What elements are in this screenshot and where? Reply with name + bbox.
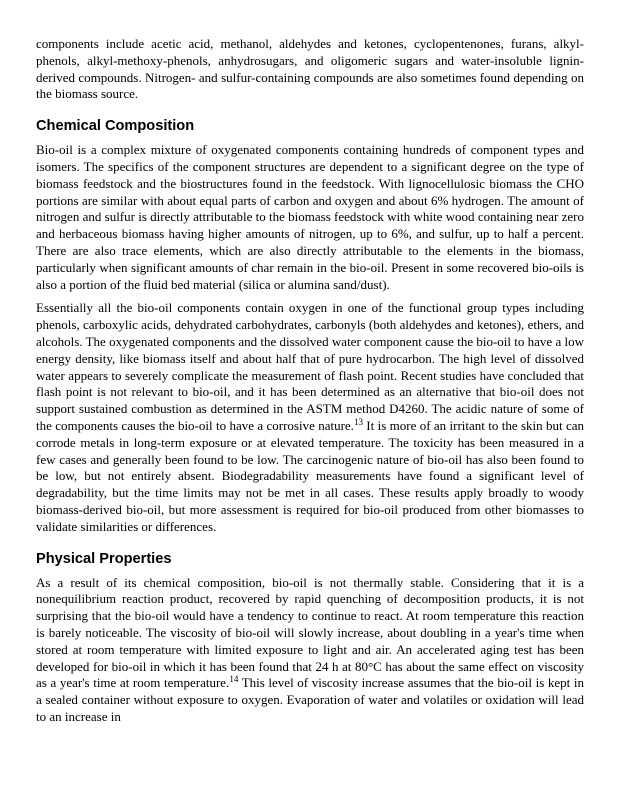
- physical-paragraph-1-text-a: As a result of its chemical composition, bio-oil is not thermally stable. Considering that it is a nonequilibrium reaction product, recovered by rapid quenching of decomposition products, it is not surprising that the bio-oil would have a tendency to continue to react. At room temperature this reaction is barely noticeable. The viscosity of bio-oil will slowly increase, about doubling in a year's time when stored at room temperature with limited exposure to light and air. An accelerated aging test has been developed for bio-oil in which it has been found that 24 h at 80°C has about the same effect on viscosity as a year's time at room temperature.: [36, 574, 584, 691]
- reference-14: 14: [229, 674, 239, 685]
- chemical-paragraph-1: Bio-oil is a complex mixture of oxygenated components containing hundreds of component types and isomers. The specifics of the component structures are dependent to a significant degree on the type of biomass feedstock and the biostructures found in the feedstock. With lignocellulosic biomass the CHO portions are similar with about equal parts of carbon and oxygen and about 6% hydrogen. The amount of nitrogen and sulfur is directly attributable to the biomass feedstock with white wood containing near zero and herbaceous biomass having higher amounts of nitrogen, up to 6%, and sulfur, up to half a percent. There are also trace elements, which are also directly attributable to the elements in the biomass, particularly when significant amounts of char remain in the bio-oil. Present in some recovered bio-oils is also a portion of the fluid bed material (silica or alumina sand/dust).: [36, 142, 584, 292]
- document-page: [36, 36, 584, 733]
- chemical-composition-heading: Chemical Composition: [36, 118, 195, 135]
- chemical-paragraph-2-text-a: Essentially all the bio-oil components contain oxygen in one of the functional group types including phenols, carboxylic acids, dehydrated carbohydrates, carbonyls (both aldehydes and ketones), ethers, and alcohols. The oxygenated components and the dissolved water component cause the bio-oil to have a low energy density, like biomass itself and about half that of pure hydrocarbon. The high level of dissolved water appears to severely complicate the measurement of flash point. Recent studies have concluded that flash point is not relevant to bio-oil, and it has been determined as an alternative that bio-oil does not support sustained combustion as determined in the ASTM method D4260. The acidic nature of some of the components causes the bio-oil to have a corrosive nature.: [36, 300, 584, 433]
- reference-13: 13: [353, 416, 363, 427]
- physical-paragraph-1-text-b: This level of viscosity increase assumes that the bio-oil is kept in a sealed container without exposure to oxygen. Evaporation of water and volatiles or oxidation will lead to an increase in: [36, 675, 584, 724]
- intro-paragraph: components include acetic acid, methanol, aldehydes and ketones, cyclopentenones, furans, alkyl-phenols, alkyl-methoxy-phenols, anhydrosugars, and oligomeric sugars and water-insoluble lignin-derived compounds. Nitrogen- and sulfur-containing compounds are also sometimes found depending on the biomass source.: [36, 36, 584, 102]
- chemical-paragraph-2-text-b: It is more of an irritant to the skin but can corrode metals in long-term exposure or at elevated temperature. The toxicity has been measured in a few cases and generally been found to be low. The carcinogenic nature of bio-oil has also been found to be low, but not entirely absent. Biodegradability measurements have found a significant level of degradability, but the time limits may not be met in all cases. These results apply broadly to woody biomass-derived bio-oil, but more assessment is required for bio-oil produced from other biomasses to validate similarities or differences.: [36, 417, 584, 534]
- physical-paragraph-1: [36, 575, 584, 726]
- physical-properties-heading: Physical Properties: [36, 550, 172, 567]
- chemical-paragraph-2: [36, 300, 584, 535]
